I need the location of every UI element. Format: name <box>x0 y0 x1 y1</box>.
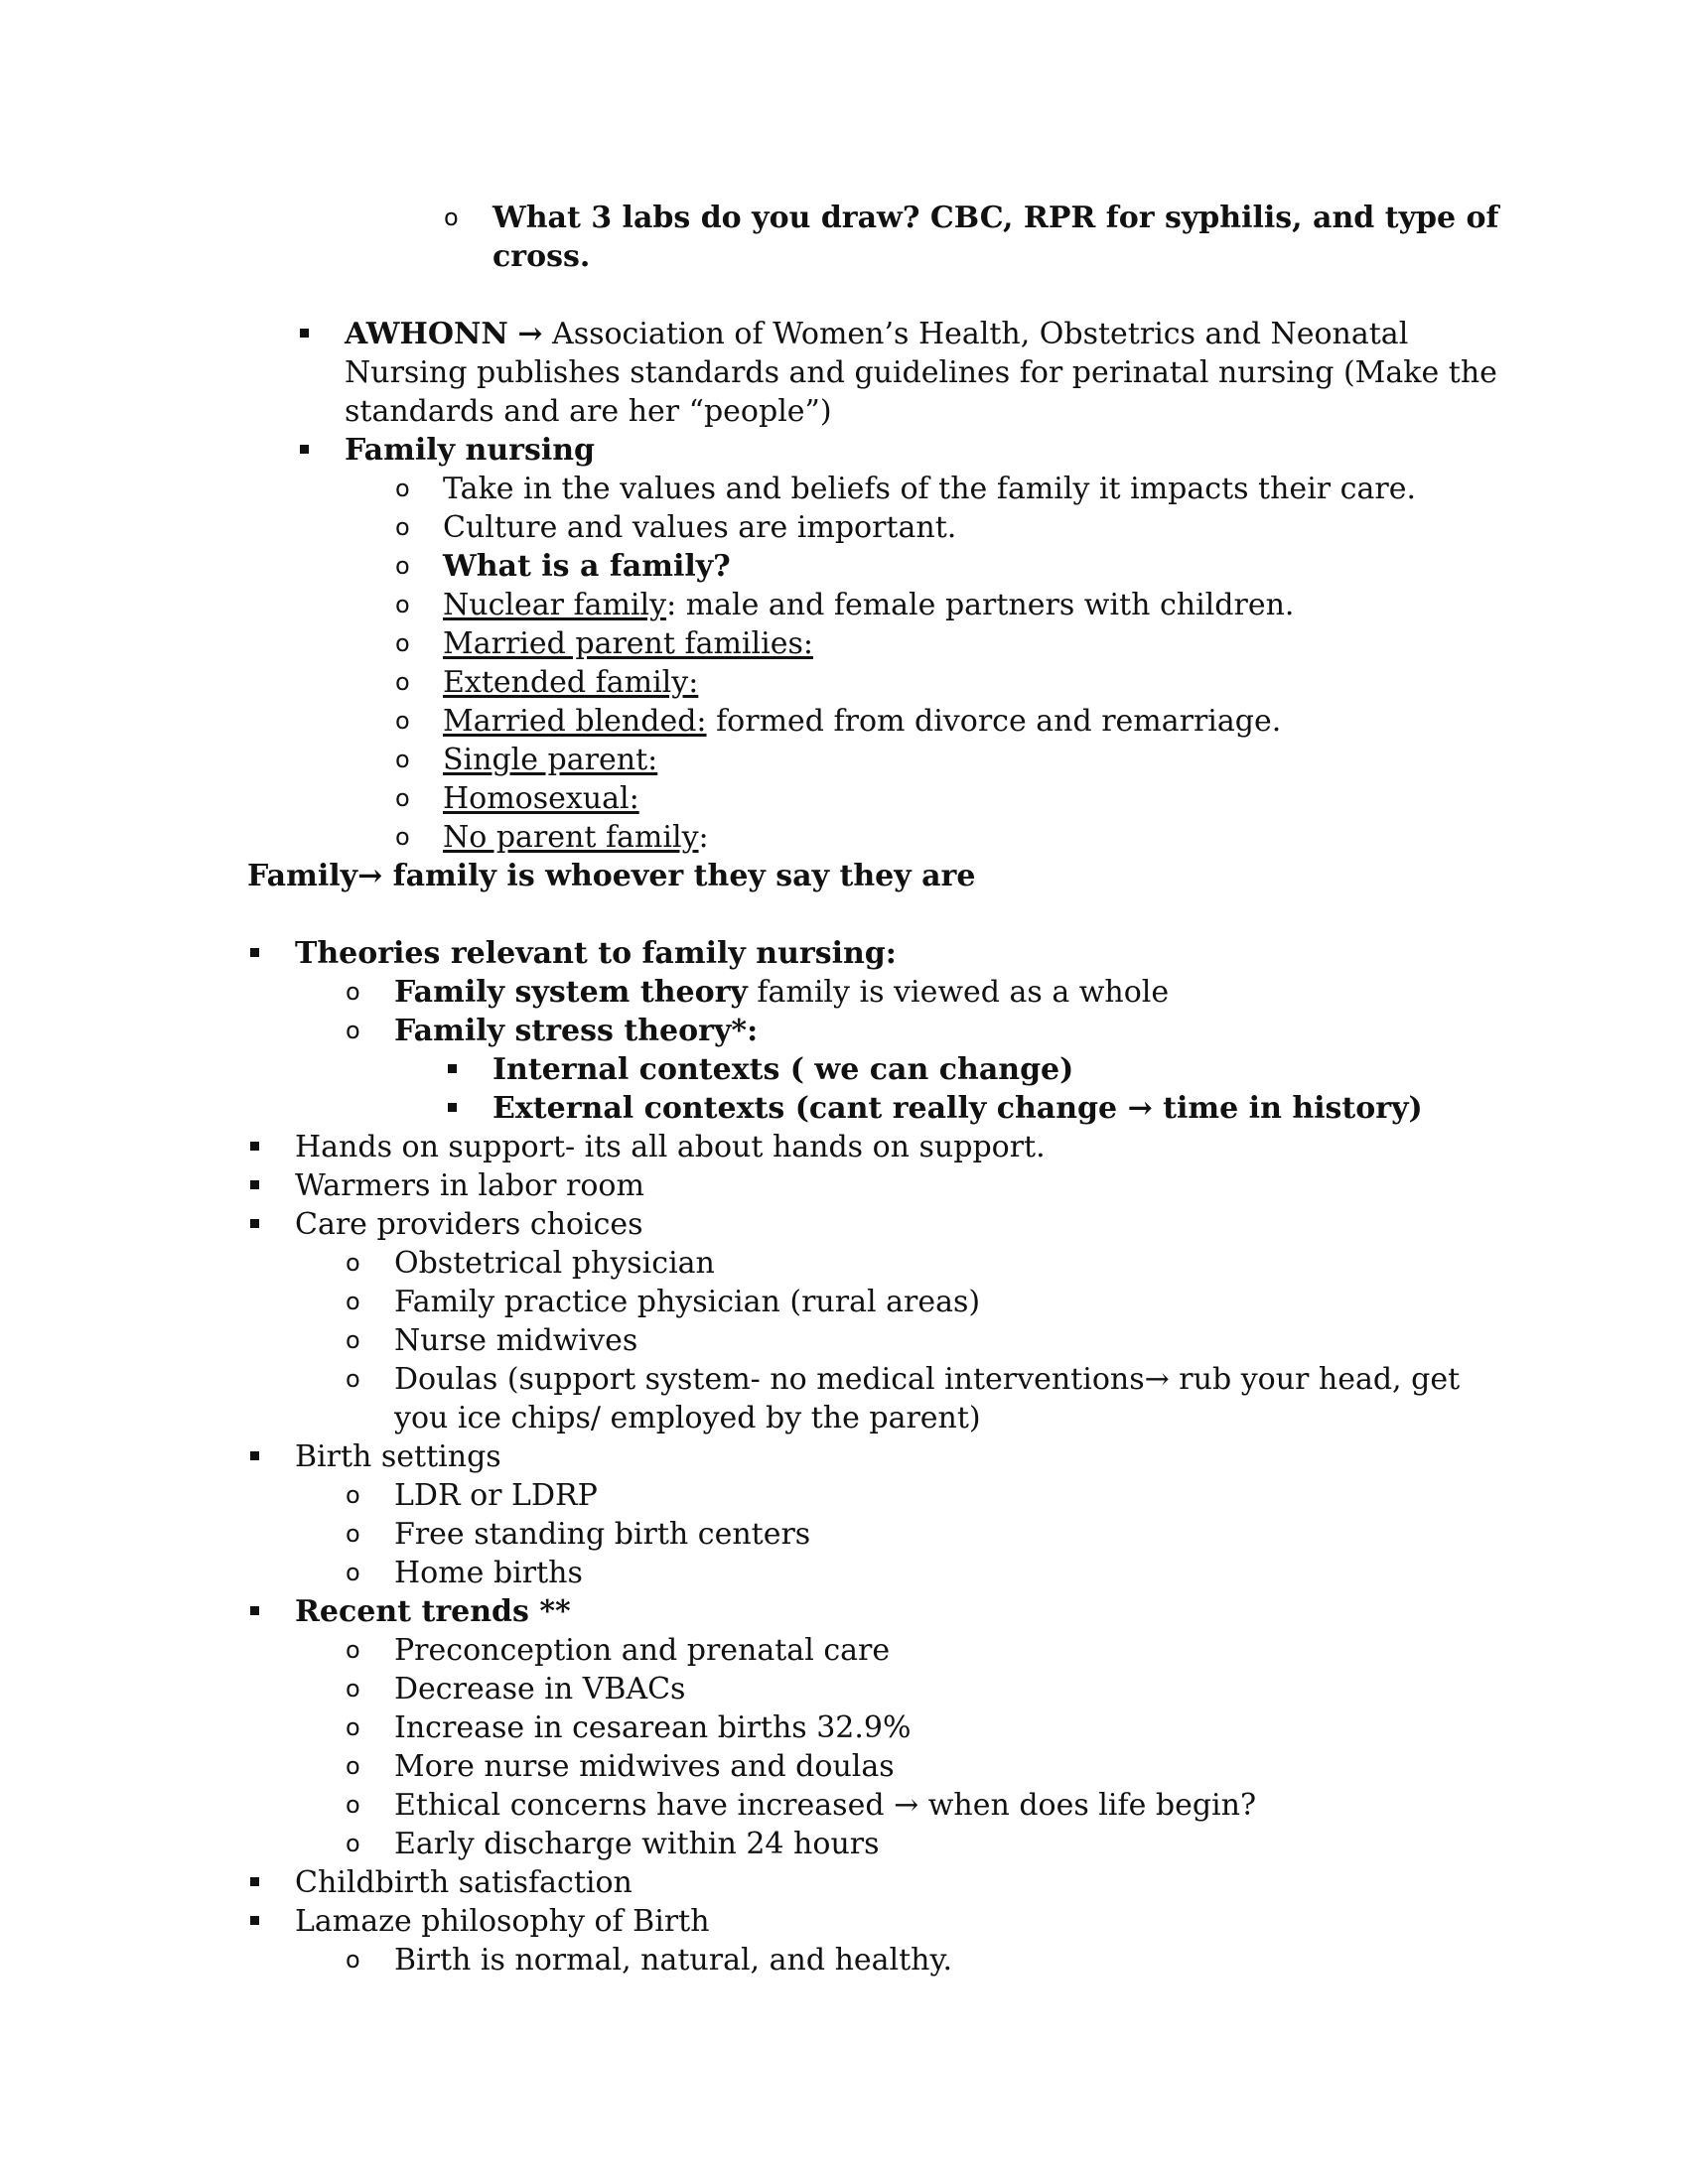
arrow-icon: → <box>1127 1091 1153 1126</box>
bullet-o: o <box>395 591 410 618</box>
bullet-o: o <box>346 1249 360 1277</box>
list-item <box>492 1089 1423 1128</box>
list-item: What is a family? <box>443 549 731 584</box>
bullet-o: o <box>346 1017 360 1044</box>
labs-question-cont: cross. <box>492 239 591 274</box>
list-item: Free standing birth centers <box>394 1517 811 1552</box>
term: Single parent: <box>443 743 658 777</box>
bullet-o: o <box>395 823 410 851</box>
list-item: Care providers choices <box>295 1207 643 1242</box>
list-item <box>394 973 1169 1012</box>
list-item <box>443 818 709 857</box>
term: Extended family: <box>443 665 699 700</box>
list-item <box>443 779 639 818</box>
list-item: Birth settings <box>295 1439 501 1474</box>
bullet-square <box>250 1451 259 1460</box>
awhonn-text-3: standards and are her “people”) <box>345 394 832 429</box>
list-item <box>443 702 1281 741</box>
bullet-o: o <box>346 978 360 1006</box>
bullet-square <box>250 1606 259 1615</box>
bullet-square <box>448 1064 457 1073</box>
bullet-o: o <box>395 707 410 735</box>
bullet-square <box>300 445 309 454</box>
labs-question: What 3 labs do you draw? CBC, RPR for syphilis, and type of <box>492 201 1499 235</box>
bullet-o: o <box>395 475 410 502</box>
bullet-square <box>250 1180 259 1189</box>
family-nursing-heading: Family nursing <box>345 433 596 468</box>
list-item: Family practice physician (rural areas) <box>394 1285 981 1319</box>
bullet-o: o <box>395 668 410 696</box>
list-item: Take in the values and beliefs of the family it impacts their care. <box>443 472 1416 506</box>
bullet-o: o <box>346 1481 360 1509</box>
term: Married blended: <box>443 704 707 739</box>
list-item: Warmers in labor room <box>295 1168 644 1203</box>
family-definition-text: family is whoever they say they are <box>382 859 976 893</box>
list-item: More nurse midwives and doulas <box>394 1749 895 1784</box>
list-item: Home births <box>394 1556 583 1590</box>
term: No parent family <box>443 820 699 855</box>
definition: : male and female partners with children. <box>666 588 1295 622</box>
bullet-o: o <box>346 1675 360 1703</box>
bullet-o: o <box>346 1791 360 1819</box>
list-item <box>394 1786 1256 1825</box>
list-item: Decrease in VBACs <box>394 1672 686 1706</box>
ethical-b: when does life begin? <box>918 1788 1257 1823</box>
bullet-o: o <box>395 513 410 541</box>
bullet-square <box>250 1877 259 1886</box>
list-item <box>443 586 1294 624</box>
bullet-o: o <box>395 552 410 580</box>
awhonn-text: Association of Women’s Health, Obstetrics and Neonatal <box>552 317 1409 351</box>
list-item: Hands on support- its all about hands on support. <box>295 1130 1046 1164</box>
bullet-o: o <box>346 1288 360 1315</box>
term: Homosexual: <box>443 781 639 816</box>
theories-heading: Theories relevant to family nursing: <box>295 936 897 971</box>
arrow-icon: → <box>1144 1362 1170 1397</box>
doulas-a: Doulas (support system- no medical interventions <box>394 1362 1145 1397</box>
list-item <box>394 1360 1460 1399</box>
list-item: Nurse midwives <box>394 1323 638 1358</box>
arrow-icon: → <box>517 317 543 351</box>
list-item: Childbirth satisfaction <box>295 1865 633 1900</box>
theory-name: Family system theory <box>394 975 748 1010</box>
bullet-o: o <box>395 746 410 773</box>
external-a: External contexts (cant really change <box>492 1091 1128 1126</box>
bullet-o: o <box>346 1713 360 1741</box>
list-item <box>443 663 698 702</box>
bullet-o: o <box>346 1559 360 1586</box>
ethical-a: Ethical concerns have increased <box>394 1788 895 1823</box>
family-word: Family <box>247 859 358 893</box>
bullet-o: o <box>346 1752 360 1780</box>
bullet-o: o <box>444 204 459 231</box>
list-item: Preconception and prenatal care <box>394 1633 891 1668</box>
list-item <box>443 624 813 663</box>
external-b: time in history) <box>1152 1091 1423 1126</box>
list-item: Birth is normal, natural, and healthy. <box>394 1943 953 1978</box>
doulas-b: rub your head, get <box>1169 1362 1461 1397</box>
term: Nuclear family <box>443 588 667 622</box>
bullet-square <box>448 1103 457 1112</box>
list-item <box>443 741 657 779</box>
bullet-o: o <box>346 1520 360 1548</box>
bullet-o: o <box>346 1946 360 1974</box>
bullet-square <box>250 1219 259 1228</box>
list-item: Lamaze philosophy of Birth <box>295 1904 710 1939</box>
list-item: Early discharge within 24 hours <box>394 1827 880 1861</box>
family-definition <box>247 857 975 895</box>
bullet-o: o <box>346 1830 360 1857</box>
list-item: LDR or LDRP <box>394 1478 598 1513</box>
awhonn-label: AWHONN <box>345 317 508 351</box>
definition: : <box>698 820 709 855</box>
bullet-o: o <box>395 629 410 657</box>
bullet-square <box>250 1916 259 1925</box>
list-item: Obstetrical physician <box>394 1246 715 1281</box>
list-item: Culture and values are important. <box>443 510 957 545</box>
awhonn-line <box>345 315 1408 353</box>
bullet-o: o <box>346 1365 360 1393</box>
bullet-o: o <box>346 1326 360 1354</box>
arrow-icon: → <box>894 1788 919 1823</box>
theory-desc: family is viewed as a whole <box>747 975 1170 1010</box>
bullet-square <box>250 1142 259 1151</box>
arrow-icon: → <box>357 859 383 893</box>
list-item: Internal contexts ( we can change) <box>492 1052 1074 1087</box>
list-item: Family stress theory*: <box>394 1014 759 1048</box>
bullet-o: o <box>346 1636 360 1664</box>
awhonn-text-2: Nursing publishes standards and guidelines for perinatal nursing (Make the <box>345 355 1497 390</box>
list-item-cont: you ice chips/ employed by the parent) <box>394 1401 981 1435</box>
term: Married parent families: <box>443 626 813 661</box>
definition: formed from divorce and remarriage. <box>706 704 1282 739</box>
bullet-square <box>300 329 309 338</box>
list-item: Increase in cesarean births 32.9% <box>394 1710 912 1745</box>
bullet-o: o <box>395 784 410 812</box>
trends-heading: Recent trends ** <box>295 1594 571 1629</box>
bullet-square <box>250 948 259 957</box>
